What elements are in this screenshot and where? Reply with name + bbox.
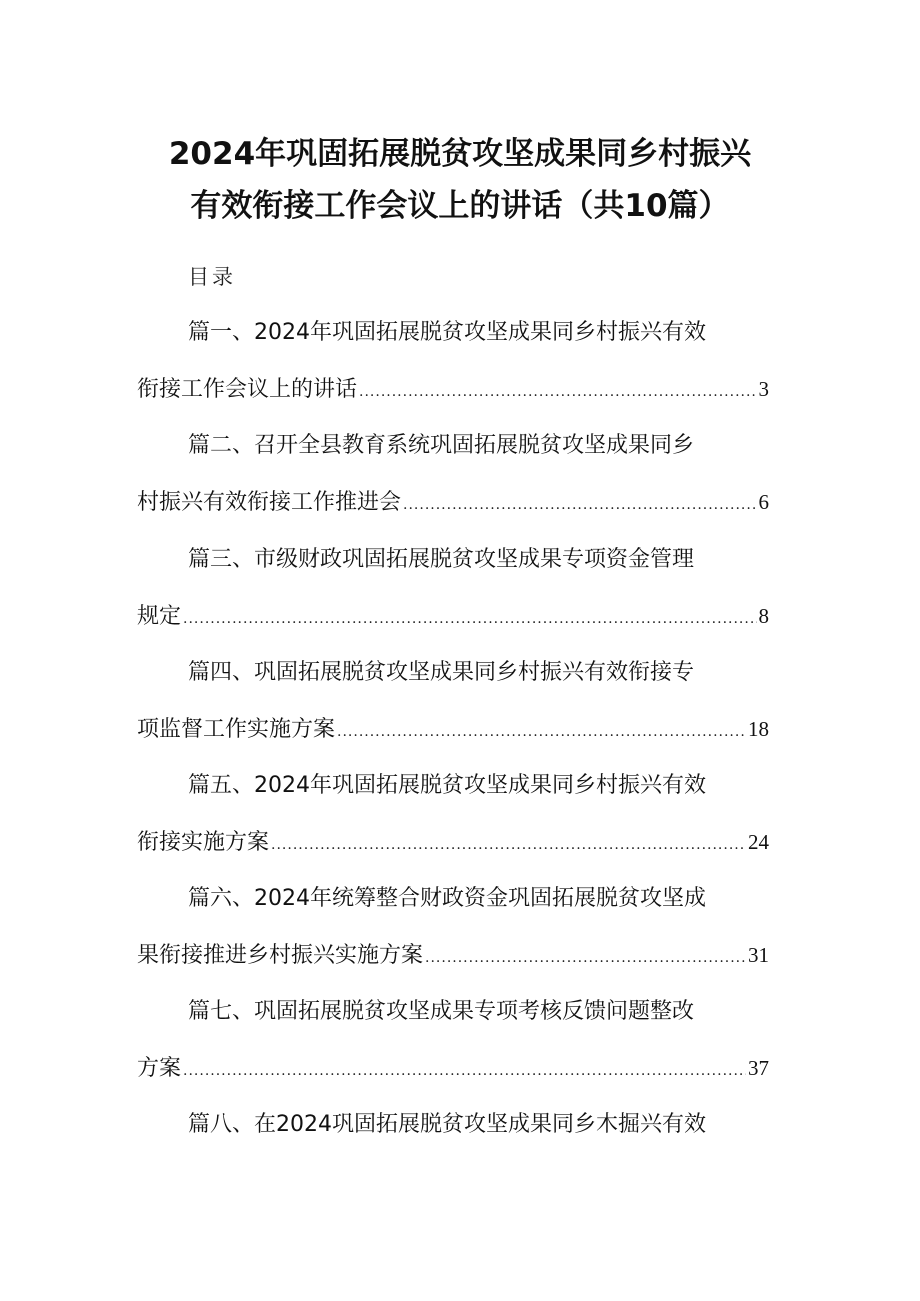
toc-entry-7-page: 37 xyxy=(748,1056,769,1080)
toc-entry-8-title[interactable]: 篇八、在2024巩固拓展脱贫攻坚成果同乡木掘兴有效 xyxy=(188,1112,706,1137)
toc-entry-4-title-cont: 项监督工作实施方案 xyxy=(137,717,336,742)
toc-entry-2[interactable] xyxy=(137,487,769,520)
toc-entry-3[interactable] xyxy=(137,601,769,634)
toc-entry-5-title[interactable]: 篇五、2024年巩固拓展脱贫攻坚成果同乡村振兴有效 xyxy=(188,773,706,798)
toc-entry-2-title-cont: 村振兴有效衔接工作推进会 xyxy=(137,490,402,515)
toc-entry-1-title[interactable]: 篇一、2024年巩固拓展脱贫攻坚成果同乡村振兴有效 xyxy=(188,320,706,345)
dot-leader xyxy=(425,943,746,973)
toc-entry-6-title[interactable]: 篇六、2024年统筹整合财政资金巩固拓展脱贫攻坚成 xyxy=(188,886,706,911)
toc-entry-4[interactable] xyxy=(137,714,769,747)
toc-entry-7-title[interactable]: 篇七、巩固拓展脱贫攻坚成果专项考核反馈问题整改 xyxy=(188,999,695,1024)
dot-leader xyxy=(359,377,756,407)
toc-entry-6[interactable] xyxy=(137,940,769,973)
toc-entry-7[interactable] xyxy=(137,1053,769,1086)
toc-entry-3-page: 8 xyxy=(758,604,769,628)
toc-entry-1-page: 3 xyxy=(758,377,769,401)
toc-entry-1-title-cont: 衔接工作会议上的讲话 xyxy=(137,377,358,402)
toc-entry-6-page: 31 xyxy=(748,943,769,967)
toc-entry-5[interactable] xyxy=(137,827,769,860)
dot-leader xyxy=(337,717,746,747)
toc-entry-6-title-cont: 果衔接推进乡村振兴实施方案 xyxy=(137,943,424,968)
toc-entry-3-title-cont: 规定 xyxy=(137,604,182,629)
toc-label: 目录 xyxy=(188,265,236,289)
document-title xyxy=(0,128,920,232)
toc-entry-5-page: 24 xyxy=(748,830,769,854)
title-line-2: 有效衔接工作会议上的讲话（共10篇） xyxy=(190,188,730,224)
toc-entry-4-title[interactable]: 篇四、巩固拓展脱贫攻坚成果同乡村振兴有效衔接专 xyxy=(188,660,695,685)
toc-entry-2-page: 6 xyxy=(758,490,769,514)
toc-entry-4-page: 18 xyxy=(748,717,769,741)
dot-leader xyxy=(183,1056,746,1086)
title-line-1: 2024年巩固拓展脱贫攻坚成果同乡村振兴 xyxy=(168,136,752,172)
toc-entry-7-title-cont: 方案 xyxy=(137,1056,182,1081)
toc-entry-5-title-cont: 衔接实施方案 xyxy=(137,830,270,855)
toc-entry-2-title[interactable]: 篇二、召开全县教育系统巩固拓展脱贫攻坚成果同乡 xyxy=(188,433,695,458)
toc-entry-3-title[interactable]: 篇三、市级财政巩固拓展脱贫攻坚成果专项资金管理 xyxy=(188,547,695,572)
toc-entry-1[interactable] xyxy=(137,374,769,407)
dot-leader xyxy=(183,604,756,634)
dot-leader xyxy=(403,490,756,520)
dot-leader xyxy=(271,830,746,860)
